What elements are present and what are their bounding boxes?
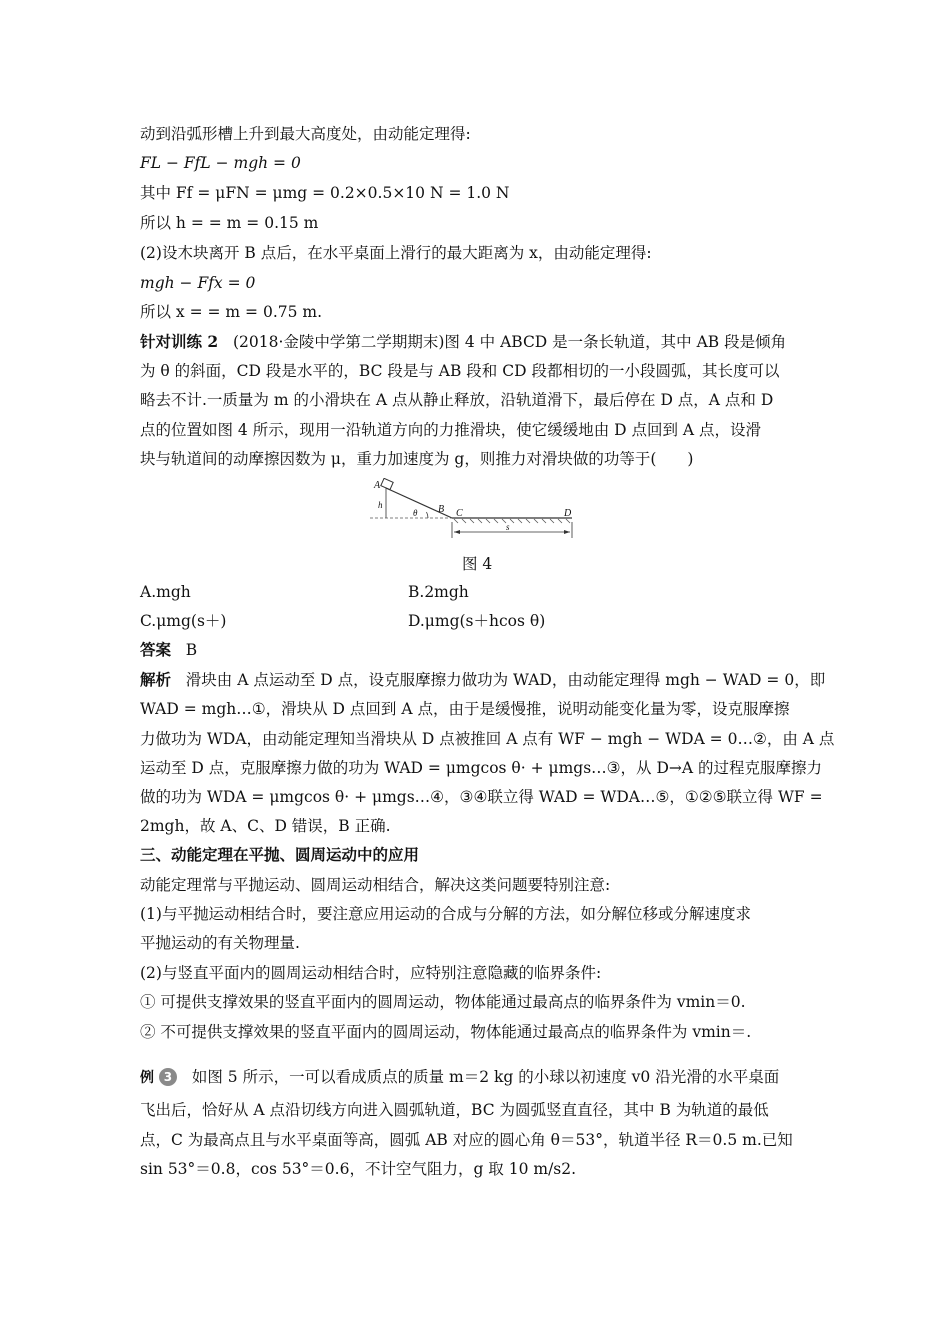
text-line: 其中 Ff = μFN = μmg = 0.2×0.5×10 N = 1.0 N: [140, 184, 510, 202]
example-text: 如图 5 所示，一可以看成质点的质量 m＝2 kg 的小球以初速度 v0 沿光滑的水平桌面: [191, 1068, 780, 1086]
label-C: C: [456, 508, 463, 519]
figure-caption: 图 4: [462, 555, 493, 573]
answer-value: B: [185, 641, 198, 659]
option-c: C.μmg(s＋): [140, 612, 227, 630]
option-a: A.mgh: [140, 583, 191, 601]
analysis-line: 做的功为 WDA = μmgcos θ· + μmgs…④，③④联立得 WAD = WDA…⑤，①②⑤联立得 WF =: [140, 788, 823, 806]
track-figure: [370, 478, 580, 542]
example-number-badge: 3: [159, 1068, 177, 1086]
section-text: ② 不可提供支撑效果的竖直平面内的圆周运动，物体能通过最高点的临界条件为 vmin＝.: [140, 1023, 752, 1041]
label-D: D: [564, 508, 572, 519]
text-line: 为 θ 的斜面，CD 段是水平的，BC 段是与 AB 段和 CD 段都相切的一小段圆弧，其长度可以: [140, 362, 780, 380]
analysis-line: 2mgh，故 A、C、D 错误，B 正确.: [140, 817, 391, 835]
example-line: sin 53°＝0.8，cos 53°＝0.6，不计空气阻力，g 取 10 m/s2.: [140, 1160, 577, 1178]
analysis-line: 运动至 D 点，克服摩擦力做的功为 WAD = μmgcos θ· + μmgs…③，从 D→A 的过程克服摩擦力: [140, 759, 823, 777]
analysis-line: WAD = mgh…①，滑块从 D 点回到 A 点，由于是缓慢推，说明动能变化量为零，设克服摩擦: [140, 700, 790, 718]
text-line: 所以 x = = m = 0.75 m.: [140, 303, 323, 321]
section-text: ① 可提供支撑效果的竖直平面内的圆周运动，物体能通过最高点的临界条件为 vmin＝0.: [140, 993, 746, 1011]
example-line: 飞出后，恰好从 A 点沿切线方向进入圆弧轨道，BC 为圆弧竖直直径，其中 B 为轨道的最低: [140, 1101, 769, 1119]
analysis-label: 解析: [140, 670, 172, 689]
label-theta: θ: [413, 508, 418, 518]
analysis-text: 滑块由 A 点运动至 D 点，设克服摩擦力做功为 WAD，由动能定理得 mgh − WAD = 0，即: [185, 671, 826, 689]
label-A: A: [374, 480, 381, 491]
equation-line: FL − FfL − mgh = 0: [140, 154, 301, 172]
answer-line: [140, 640, 197, 660]
text-line: (2)设木块离开 B 点后，在水平桌面上滑行的最大距离为 x，由动能定理得:: [140, 244, 652, 262]
option-d: D.μmg(s＋hcos θ): [408, 612, 546, 630]
text-line: 点的位置如图 4 所示，现用一沿轨道方向的力推滑块，使它缓缓地由 D 点回到 A 点，设滑: [140, 421, 762, 439]
label-B: B: [438, 504, 445, 515]
analysis-line: 力做功为 WDA，由动能定理知当滑块从 D 点被推回 A 点有 WF − mgh − WDA = 0…②，由 A 点: [140, 730, 835, 748]
section-title: 三、动能定理在平抛、圆周运动中的应用: [140, 845, 420, 864]
analysis-line: [140, 670, 825, 690]
section-text: 平抛运动的有关物理量.: [140, 934, 300, 952]
section-text: (2)与竖直平面内的圆周运动相结合时，应特别注意隐藏的临界条件:: [140, 964, 602, 982]
section-text: (1)与平抛运动相结合时，要注意应用运动的合成与分解的方法，如分解位移或分解速度求: [140, 905, 751, 923]
text-line: 略去不计.一质量为 m 的小滑块在 A 点从静止释放，沿轨道滑下，最后停在 D 点，A 点和 D: [140, 391, 774, 409]
section-text: 动能定理常与平抛运动、圆周运动相结合，解决这类问题要特别注意:: [140, 876, 611, 894]
text-line: [140, 332, 786, 352]
label-h: h: [378, 500, 383, 510]
text-line: 块与轨道间的动摩擦因数为 μ，重力加速度为 g，则推力对滑块做的功等于( ): [140, 450, 694, 468]
text-line: 动到沿弧形槽上升到最大高度处，由动能定理得:: [140, 125, 471, 143]
practice-label: 针对训练 2: [140, 332, 219, 351]
example-label: 例: [140, 1070, 154, 1086]
answer-label: 答案: [140, 640, 172, 659]
equation-line: mgh − Ffx = 0: [140, 274, 256, 292]
option-b: B.2mgh: [408, 583, 469, 601]
text-line: 所以 h = = m = 0.15 m: [140, 214, 319, 232]
example-line: 点，C 为最高点且与水平桌面等高，圆弧 AB 对应的圆心角 θ＝53°，轨道半径 R＝0.5 m.已知: [140, 1131, 793, 1149]
example-line: [140, 1067, 779, 1088]
label-s: s: [506, 522, 510, 532]
practice-text: (2018·金陵中学第二学期期末)图 4 中 ABCD 是一条长轨道，其中 AB 段是倾角: [232, 333, 787, 351]
